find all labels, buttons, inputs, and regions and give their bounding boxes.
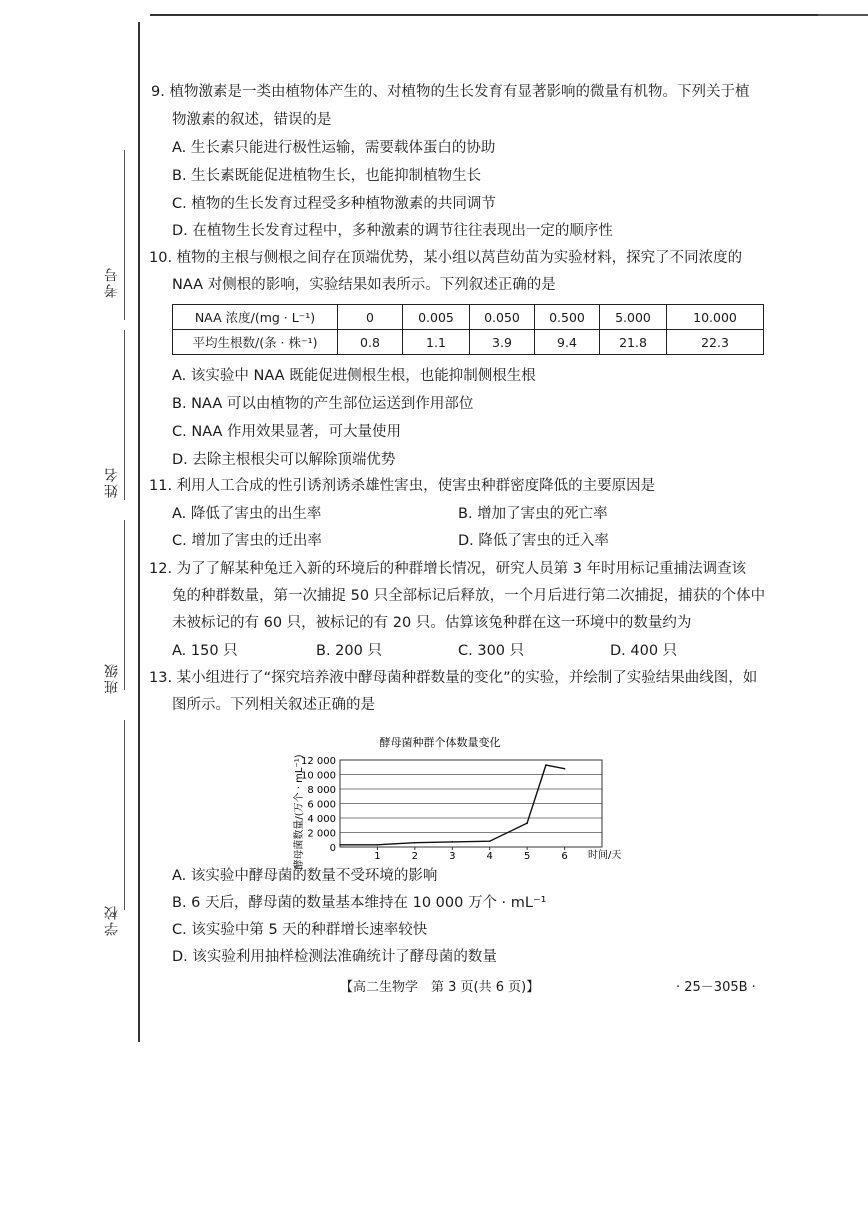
chart-data-point: [451, 841, 453, 843]
q12-stem-line1: 12. 为了了解某种兔迁入新的环境后的种群增长情况，研究人员第 3 年时用标记重捕法调查该: [149, 561, 747, 577]
footer-page-info: 【高二生物学 第 3 页(共 6 页)】: [340, 980, 540, 995]
q13-option-d: D. 该实验利用抽样检测法准确统计了酵母菌的数量: [172, 949, 497, 965]
naa-cell: 22.3: [667, 330, 764, 355]
q11-stem: 11. 利用人工合成的性引诱剂诱杀雄性害虫，使害虫种群密度降低的主要原因是: [149, 478, 656, 494]
q12-option-c: C. 300 只: [458, 643, 525, 659]
chart-x-tick-label: 2: [411, 851, 419, 862]
naa-row-concentration: [173, 305, 764, 330]
naa-row-roots: [173, 330, 764, 355]
chart-data-point: [526, 822, 528, 824]
q11-option-d: D. 降低了害虫的迁入率: [458, 533, 609, 549]
chart-data-point: [545, 764, 547, 766]
yeast-population-chart: [284, 730, 624, 870]
chart-y-tick-label: 4 000: [307, 814, 336, 825]
school-label: 学校: [104, 904, 120, 936]
q9-option-b: B. 生长素既能促进植物生长，也能抑制植物生长: [172, 168, 482, 184]
chart-data-point: [414, 842, 416, 844]
exam-no-line: [124, 150, 125, 320]
chart-title: 酵母菌种群个体数量变化: [379, 736, 501, 749]
q10-option-d: D. 去除主根根尖可以解除顶端优势: [172, 452, 396, 468]
naa-cell: 21.8: [600, 330, 667, 355]
naa-cell: 0.500: [535, 305, 600, 330]
chart-data-point: [377, 844, 379, 846]
naa-cell: 9.4: [535, 330, 600, 355]
name-line: [124, 330, 125, 500]
q10-option-c: C. NAA 作用效果显著，可大量使用: [172, 424, 402, 440]
q12-stem-line2: 兔的种群数量，第一次捕捉 50 只全部标记后释放，一个月后进行第二次捕捉，捕获的个体中: [172, 588, 766, 604]
q12-option-a: A. 150 只: [172, 643, 238, 659]
q13-option-b: B. 6 天后，酵母菌的数量基本维持在 10 000 万个 · mL⁻¹: [172, 895, 547, 911]
naa-cell: 5.000: [600, 305, 667, 330]
naa-cell: 1.1: [403, 330, 470, 355]
chart-y-tick-label: 8 000: [307, 785, 336, 796]
naa-cell: 0.050: [470, 305, 535, 330]
chart-series: [339, 764, 565, 845]
naa-cell: 0: [338, 305, 403, 330]
q12-option-d: D. 400 只: [610, 643, 678, 659]
q13-stem-line1: 13. 某小组进行了“探究培养液中酵母菌种群数量的变化”的实验，并绘制了实验结果曲线图，如: [149, 670, 758, 686]
q9-option-d: D. 在植物生长发育过程中，多种激素的调节往往表现出一定的顺序性: [172, 223, 613, 239]
q11-option-c: C. 增加了害虫的迁出率: [172, 533, 322, 549]
chart-data-point: [339, 844, 341, 846]
q13-option-a: A. 该实验中酵母菌的数量不受环境的影响: [172, 868, 438, 884]
q10-stem-line2: NAA 对侧根的影响，实验结果如表所示。下列叙述正确的是: [172, 277, 556, 293]
chart-grid: [340, 760, 602, 847]
footer-code: · 25－305B ·: [676, 980, 756, 995]
chart-y-tick-label: 2 000: [307, 828, 336, 840]
chart-y-tick-label: 0: [329, 843, 336, 854]
top-rule: [150, 14, 818, 16]
q10-option-a: A. 该实验中 NAA 既能促进侧根生根，也能抑制侧根生根: [172, 368, 536, 384]
exam-no-label: 考号: [104, 266, 120, 298]
q11-option-b: B. 增加了害虫的死亡率: [458, 506, 608, 522]
q11-option-a: A. 降低了害虫的出生率: [172, 506, 322, 522]
naa-row1-header: NAA 浓度/(mg · L⁻¹): [173, 305, 338, 330]
chart-x-tick-label: 1: [374, 851, 381, 862]
q10-option-b: B. NAA 可以由植物的产生部位运送到作用部位: [172, 396, 474, 412]
chart-x-tick-label: 3: [449, 851, 456, 862]
naa-table: [172, 304, 764, 355]
chart-y-tick-label: 6 000: [307, 799, 336, 811]
naa-cell: 10.000: [667, 305, 764, 330]
chart-y-tick-label: 10 000: [301, 770, 336, 782]
q9-stem-line2: 物激素的叙述，错误的是: [172, 112, 332, 128]
chart-y-tick-label: 12 000: [301, 756, 336, 767]
q13-option-c: C. 该实验中第 5 天的种群增长速率较快: [172, 922, 428, 938]
chart-xlabel: 时间/天: [588, 850, 622, 861]
top-rule-right: [818, 14, 868, 16]
naa-cell: 0.005: [403, 305, 470, 330]
chart-data-point: [564, 768, 566, 770]
name-label: 姓名: [104, 466, 120, 498]
chart-x-tick-label: 5: [523, 851, 531, 862]
chart-ylabel: 酵母菌数量/(万个 · mL⁻¹): [294, 754, 305, 870]
chart-x-tick-label: 6: [561, 851, 568, 862]
q12-stem-line3: 未被标记的有 60 只，被标记的有 20 只。估算该兔种群在这一环境中的数量约为: [172, 615, 692, 631]
q13-stem-line2: 图所示。下列相关叙述正确的是: [172, 697, 375, 713]
chart-x-tick-label: 4: [486, 851, 493, 862]
naa-cell: 3.9: [470, 330, 535, 355]
naa-cell: 0.8: [338, 330, 403, 355]
chart-data-point: [489, 840, 491, 842]
q12-option-b: B. 200 只: [316, 643, 382, 659]
q9-option-c: C. 植物的生长发育过程受多种植物激素的共同调节: [172, 196, 496, 212]
q9-option-a: A. 生长素只能进行极性运输，需要载体蛋白的协助: [172, 140, 496, 156]
naa-row2-header: 平均生根数/(条 · 株⁻¹): [173, 330, 338, 355]
class-line: [124, 520, 125, 690]
school-line: [124, 720, 125, 910]
class-label: 班级: [104, 662, 120, 694]
q9-stem-line1: 9. 植物激素是一类由植物体产生的、对植物的生长发育有显著影响的微量有机物。下列关于植: [151, 84, 750, 100]
binding-line: [138, 22, 140, 1042]
q10-stem-line1: 10. 植物的主根与侧根之间存在顶端优势，某小组以莴苣幼苗为实验材料，探究了不同浓度的: [149, 250, 743, 266]
chart-ticks: [301, 756, 568, 862]
